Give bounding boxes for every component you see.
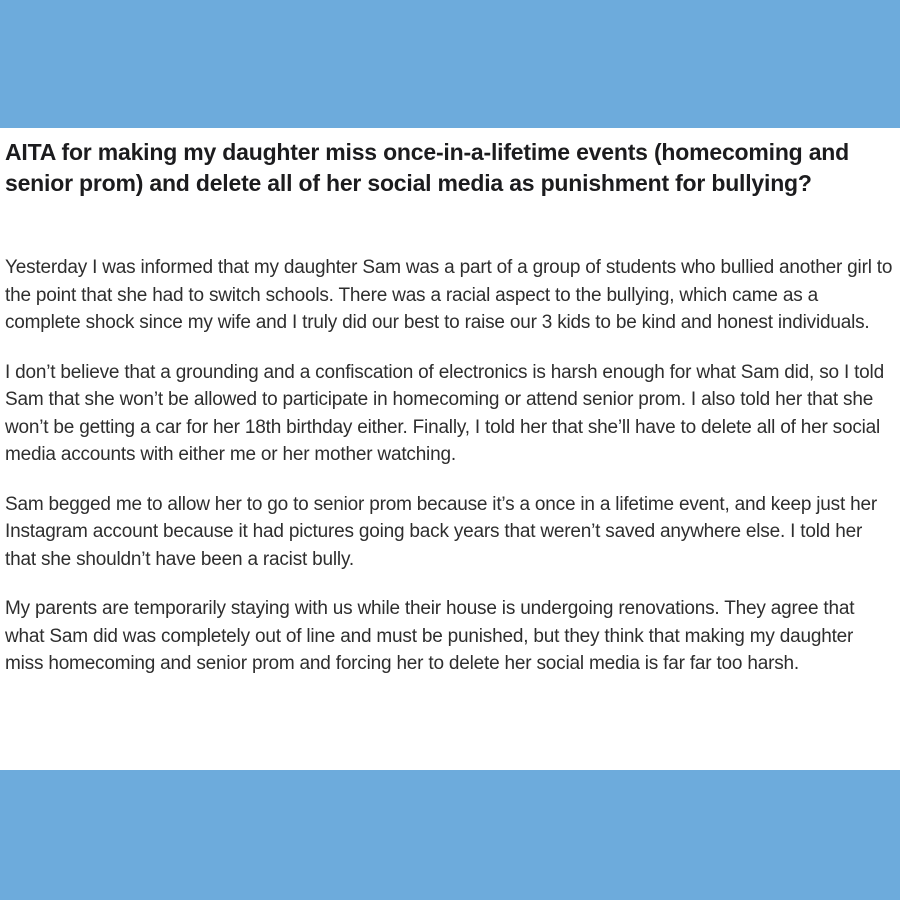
post-body	[5, 254, 896, 678]
post-paragraph: My parents are temporarily staying with us while their house is undergoing renovations. They agree that what Sam did was completely out of line and must be punished, but they think that making my daughter miss homecoming and senior prom and forcing her to delete her social media is far far too harsh.	[5, 598, 855, 674]
post-paragraph: Sam begged me to allow her to go to senior prom because it’s a once in a lifetime event, and keep just her Instagram account because it had pictures going back years that weren’t saved anywhere else. I told her that she shouldn’t have been a racist bully.	[5, 493, 877, 570]
post-paragraph: Yesterday I was informed that my daughter Sam was a part of a group of students who bullied another girl to the point that she had to switch schools. There was a racial aspect to the bullying, which came as a complete shock since my wife and I truly did our best to raise our 3 kids to be kind and honest individuals.	[5, 257, 893, 333]
top-banner	[0, 0, 900, 128]
bottom-banner	[0, 770, 900, 900]
post-title: AITA for making my daughter miss once-in-a-lifetime events (homecoming and senior prom) and delete all of her social media as punishment for bullying?	[5, 139, 850, 196]
post-content	[5, 128, 896, 678]
post-paragraph: I don’t believe that a grounding and a confiscation of electronics is harsh enough for what Sam did, so I told Sam that she won’t be allowed to participate in homecoming or attend senior prom. I also told her that she won’t be getting a car for her 18th birthday either. Finally, I told her that she’ll have to delete all of her social media accounts with either me or her mother watching.	[5, 361, 884, 465]
